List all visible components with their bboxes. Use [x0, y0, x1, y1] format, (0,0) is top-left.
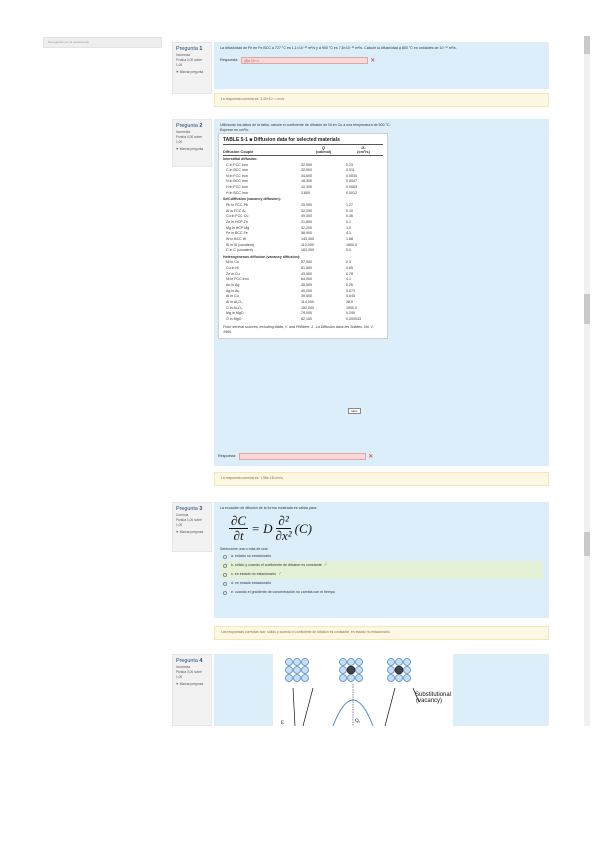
table-cell-q: 64,000 — [301, 277, 312, 282]
equation-rhs-num: ∂² — [278, 513, 289, 529]
answer-option[interactable] — [220, 570, 543, 579]
table-cell-q: 39,500 — [301, 294, 312, 299]
flag-label: Marcar pregunta — [179, 70, 204, 74]
equation-operator: = D — [251, 521, 273, 537]
table-cell-q: 49,300 — [301, 214, 312, 219]
table-cell-couple: Al in Cu — [226, 294, 239, 299]
answer-label: Respuesta: — [220, 58, 239, 63]
question-label: Pregunta — [176, 123, 198, 129]
table-cell-couple: Mg in HCP Mg — [226, 225, 250, 230]
table-cell-d0: 0.65 — [346, 266, 353, 270]
answer-option[interactable] — [220, 579, 543, 588]
table-cell-couple: C in BCC iron — [226, 168, 248, 173]
question-status: Correcta — [176, 513, 189, 517]
answer-input[interactable]: (8)x 10⁻¹¹ — [241, 57, 368, 64]
table-cell-q: 32,200 — [301, 208, 312, 213]
table-cell-d0: 1900.0 — [346, 305, 357, 310]
correct-check-icon: ✓ — [277, 571, 283, 578]
table-cell-q: 40,200 — [301, 288, 312, 293]
table-cell-couple: Cu in FCC Cu — [226, 214, 249, 219]
question-label: Pregunta — [176, 506, 198, 512]
table-cell-q: 21,800 — [301, 219, 312, 224]
equation-lhs-num: ∂C — [231, 513, 247, 529]
header-q-unit: (cal/mol) — [315, 150, 332, 154]
question-text: La ecuación de difusión de la forma mostrada es válida para: — [220, 506, 318, 510]
quiz-navigation-block[interactable] — [43, 37, 162, 48]
option-label: c. en estado no estacionario — [231, 572, 276, 577]
question-feedback-2: La respuesta correcta es: 1,98e-18 cm²/s — [214, 472, 549, 486]
flag-icon: ⚑ — [176, 530, 179, 534]
table-cell-q: 25,900 — [301, 202, 312, 207]
incorrect-icon: ✕ — [370, 57, 376, 64]
answer-option[interactable] — [220, 588, 543, 597]
table-cell-q: 61,500 — [301, 266, 312, 270]
select-instructions: Seleccione una o más de una: — [220, 547, 269, 552]
scrollbar-thumb[interactable] — [584, 532, 590, 556]
table-cell-d0: 5.0 — [346, 248, 351, 253]
table-cell-d0: 0.36 — [346, 214, 353, 219]
equation-lhs-den: ∂t — [233, 528, 244, 544]
question-score: Puntúa 0,00 sobre 1,00 — [176, 135, 203, 144]
question-status: Incorrecta — [176, 130, 191, 134]
table-cell-d0: 0.249 — [346, 311, 355, 316]
table-cell-q: 18,300 — [301, 179, 312, 184]
question-title — [176, 46, 208, 53]
table-cell-d0: 0.0012 — [346, 190, 357, 195]
table-cell-d0: 4.1 — [346, 231, 351, 236]
option-label: d. en estado estacionario — [231, 581, 272, 586]
table-cell-couple: H in FCC iron — [226, 185, 248, 190]
equation-rhs-tail: (C) — [294, 521, 312, 537]
option-label: b. sólido y cuando el coeficiente de difusión es constante — [231, 563, 322, 568]
table-row — [223, 317, 383, 323]
table-cell-d0: 1800.0 — [346, 242, 357, 247]
flag-question-link[interactable] — [176, 147, 208, 152]
question-feedback-3: Las respuestas correctas son: sólido y cuando el coeficiente de difusión es constante, en estado no estacionario — [214, 626, 549, 640]
option-label: a. estado no estacionario — [231, 554, 272, 559]
equation-rhs — [276, 514, 292, 543]
table-cell-d0: 0.000043 — [346, 316, 361, 321]
correct-check-icon: ✓ — [323, 562, 328, 569]
table-cell-d0: 2.3 — [346, 260, 351, 265]
flag-label: Marcar pregunta — [179, 147, 204, 151]
table-header — [223, 145, 383, 156]
answer-option[interactable] — [220, 561, 543, 570]
table-cell-q: 45,500 — [301, 282, 312, 287]
table-cell-couple: Al in Al₂O₃ — [226, 299, 243, 304]
table-cell-q: 110,000 — [301, 242, 314, 247]
question-info-3 — [172, 502, 212, 552]
question-number: 2 — [199, 123, 203, 129]
energy-axis-label: E — [281, 721, 285, 726]
flag-label: Marcar pregunta — [179, 682, 204, 686]
table-cell-q: 32,900 — [301, 162, 312, 167]
table-cell-d0: 0.0047 — [346, 179, 357, 184]
question-title — [176, 658, 208, 665]
header-couple: Diffusion Couple — [223, 150, 254, 154]
flag-question-link[interactable] — [176, 530, 208, 535]
table-cell-couple: Fe in BCC Fe — [226, 231, 248, 236]
page-scrollbar[interactable] — [584, 36, 590, 726]
table-title: TABLE 5-1 ■ Diffusion data for selected materials — [223, 137, 383, 145]
option-label: e. cuando el gradiente de concentración no cambia con el tiempo — [231, 590, 335, 595]
table-group-heading: Self-diffusion (vacancy diffusion): — [223, 197, 281, 202]
table-cell-d0: 28.0 — [346, 299, 353, 304]
table-cell-q: 143,300 — [301, 236, 314, 241]
question-status: Incorrecta — [176, 665, 191, 669]
table-cell-q: 163,000 — [301, 248, 314, 253]
table-cell-couple: N in FCC iron — [226, 173, 248, 178]
table-cell-q: 10,300 — [301, 185, 312, 190]
option-checkbox[interactable] — [223, 591, 227, 595]
table-cell-couple: Ni in FCC iron — [226, 277, 249, 282]
table-group-heading: Interstitial diffusion: — [223, 157, 258, 161]
table-cell-couple: Si in Si (covalent) — [226, 242, 254, 247]
option-checkbox[interactable] — [223, 573, 227, 577]
table-cell-d0: 0.78 — [346, 271, 353, 276]
question-score: Puntúa 0,00 sobre 1,00 — [176, 670, 203, 679]
table-cell-d0: 0.10 — [346, 208, 353, 213]
table-cell-q: 79,000 — [301, 311, 312, 316]
answer-row — [218, 453, 373, 460]
question-text: Utilizando los datos de la tabla, calcule el coeficiente de difusión de Ni en Cu a una temperatura de 500 °C. — [220, 123, 391, 127]
table-cell-q: 114,000 — [301, 299, 314, 304]
question-status: Incorrecta — [176, 53, 191, 57]
diffusion-mechanism-diagram — [273, 654, 453, 726]
option-checkbox[interactable] — [223, 582, 227, 586]
question-text: La difusividad de Fe en Fe BCC a 727 °C es 1,1×10⁻¹¹ m²/s y a 900 °C es 7,8×10⁻¹¹ m²/s. Calcule la difusividad a 800 °C en unidades de 10⁻¹¹ m²/s. — [220, 46, 457, 50]
table-cell-couple: W in BCC W — [226, 236, 247, 241]
diffusion-data-table — [218, 133, 388, 339]
question-title — [176, 123, 208, 130]
table-cell-q: 58,900 — [301, 231, 312, 236]
diffusion-mechanism-figure — [273, 654, 453, 726]
question-info-4 — [172, 654, 212, 726]
header-d0-symbol: D₀ — [361, 146, 366, 150]
equation-rhs-den: ∂x² — [275, 528, 292, 544]
option-list — [220, 552, 543, 597]
table-cell-couple: H in BCC iron — [226, 190, 248, 195]
table-group-heading: Heterogeneous diffusion (vacancy diffusion): — [223, 254, 301, 259]
answer-option[interactable] — [220, 552, 543, 561]
table-cell-q: 152,000 — [301, 305, 314, 310]
table-cell-couple: Au in Ag — [226, 282, 240, 287]
table-cell-couple: Mg in MgO — [226, 311, 244, 316]
question-title — [176, 506, 208, 513]
answer-input[interactable] — [239, 453, 366, 460]
table-cell-couple: Ag in Au — [226, 288, 240, 293]
table-cell-couple: C in C (covalent) — [226, 248, 253, 253]
flag-icon: ⚑ — [176, 70, 179, 74]
table-cell-q: 32,200 — [301, 225, 312, 230]
table-cell-couple: O in MgO — [226, 316, 242, 321]
question-content-3 — [214, 502, 549, 618]
table-cell-couple: C in FCC iron — [226, 162, 248, 167]
option-checkbox[interactable] — [223, 564, 227, 568]
scrollbar-thumb[interactable] — [584, 36, 590, 54]
table-cell-q: 20,900 — [301, 168, 312, 173]
table-cell-d0: 1.27 — [346, 202, 353, 207]
mechanism-sub-label: (vacancy) — [416, 698, 443, 704]
table-cell-d0: 0.045 — [346, 294, 355, 299]
question-content-1 — [214, 42, 549, 89]
question-label: Pregunta — [176, 658, 198, 664]
table-cell-q: 43,900 — [301, 271, 312, 276]
question-score: Puntúa 1,00 sobre 1,00 — [176, 518, 203, 527]
flag-icon: ⚑ — [176, 147, 179, 151]
table-cell-couple: Ni in Cu — [226, 260, 239, 265]
question-number: 3 — [199, 506, 203, 512]
question-info-2 — [172, 119, 212, 167]
table-cell-d0: 4.1 — [346, 277, 351, 282]
table-body — [223, 156, 383, 323]
table-cell-d0: 0.26 — [346, 282, 353, 287]
question-feedback-1: La respuesta correcta es: 3,45×10⁻¹¹ m²/s — [214, 93, 549, 107]
table-cell-couple: Cu in Ni — [226, 266, 239, 270]
table-cell-d0: 0.0063 — [346, 185, 357, 190]
flag-question-link[interactable] — [176, 70, 208, 75]
incorrect-icon: ✕ — [368, 453, 374, 460]
table-cell-d0: 0.072 — [346, 288, 355, 293]
table-cell-couple: Pb in FCC Pb — [226, 202, 248, 207]
question-info-1 — [172, 42, 212, 94]
mechanism-label: Substitutional — [415, 692, 452, 698]
flag-label: Marcar pregunta — [179, 530, 204, 534]
header-q — [301, 146, 346, 154]
flag-question-link[interactable] — [176, 682, 208, 687]
flag-icon: ⚑ — [176, 682, 179, 686]
answer-label: Respuesta: — [218, 453, 237, 458]
table-cell-q: 82,100 — [301, 316, 312, 321]
table-cell-couple: Al in FCC Al — [226, 208, 246, 213]
table-cell-d0: 1.88 — [346, 236, 353, 241]
answer-row — [220, 57, 543, 64]
table-cell-d0: 0.0034 — [346, 173, 357, 178]
table-cell-d0: 0.23 — [346, 162, 353, 167]
quiz-navigation-title: Navegación por el cuestionario — [48, 40, 90, 44]
header-d0 — [346, 146, 381, 154]
header-d0-unit: (cm²/s) — [357, 150, 370, 154]
table-cell-d0: 0.1 — [346, 219, 351, 224]
question-number: 1 — [199, 46, 203, 52]
scrollbar-thumb[interactable] — [584, 294, 590, 324]
table-cell-couple: Zn in Cu — [226, 271, 240, 276]
table-cell-d0: 0.011 — [346, 168, 355, 173]
header-q-symbol: Q — [322, 146, 325, 150]
question-number: 4 — [199, 658, 203, 664]
activation-energy-label: Qᵥ — [355, 719, 361, 724]
table-source-note: From several sources, including Adda, Y. and Philibert, J., La Diffusion dans les Solides, Vol. 2, 1966. — [223, 324, 374, 334]
table-cell-couple: Zn in HCP Zn — [226, 219, 248, 224]
table-cell-d0: 1.0 — [346, 225, 351, 230]
equation-lhs — [229, 514, 248, 543]
table-tooltip: table — [348, 408, 361, 414]
option-checkbox[interactable] — [223, 555, 227, 559]
table-cell-q: 3,600 — [301, 190, 310, 195]
diffusion-equation — [226, 514, 543, 543]
table-cell-couple: O in Al₂O₃ — [226, 305, 243, 310]
question-score: Puntúa 0,00 sobre 1,00 — [176, 58, 203, 67]
table-cell-q: 34,600 — [301, 173, 312, 178]
question-label: Pregunta — [176, 46, 198, 52]
table-cell-couple: N in BCC iron — [226, 179, 248, 184]
question-text-unit: Exprese en cm²/s. — [220, 128, 249, 133]
table-cell-q: 57,900 — [301, 260, 312, 265]
